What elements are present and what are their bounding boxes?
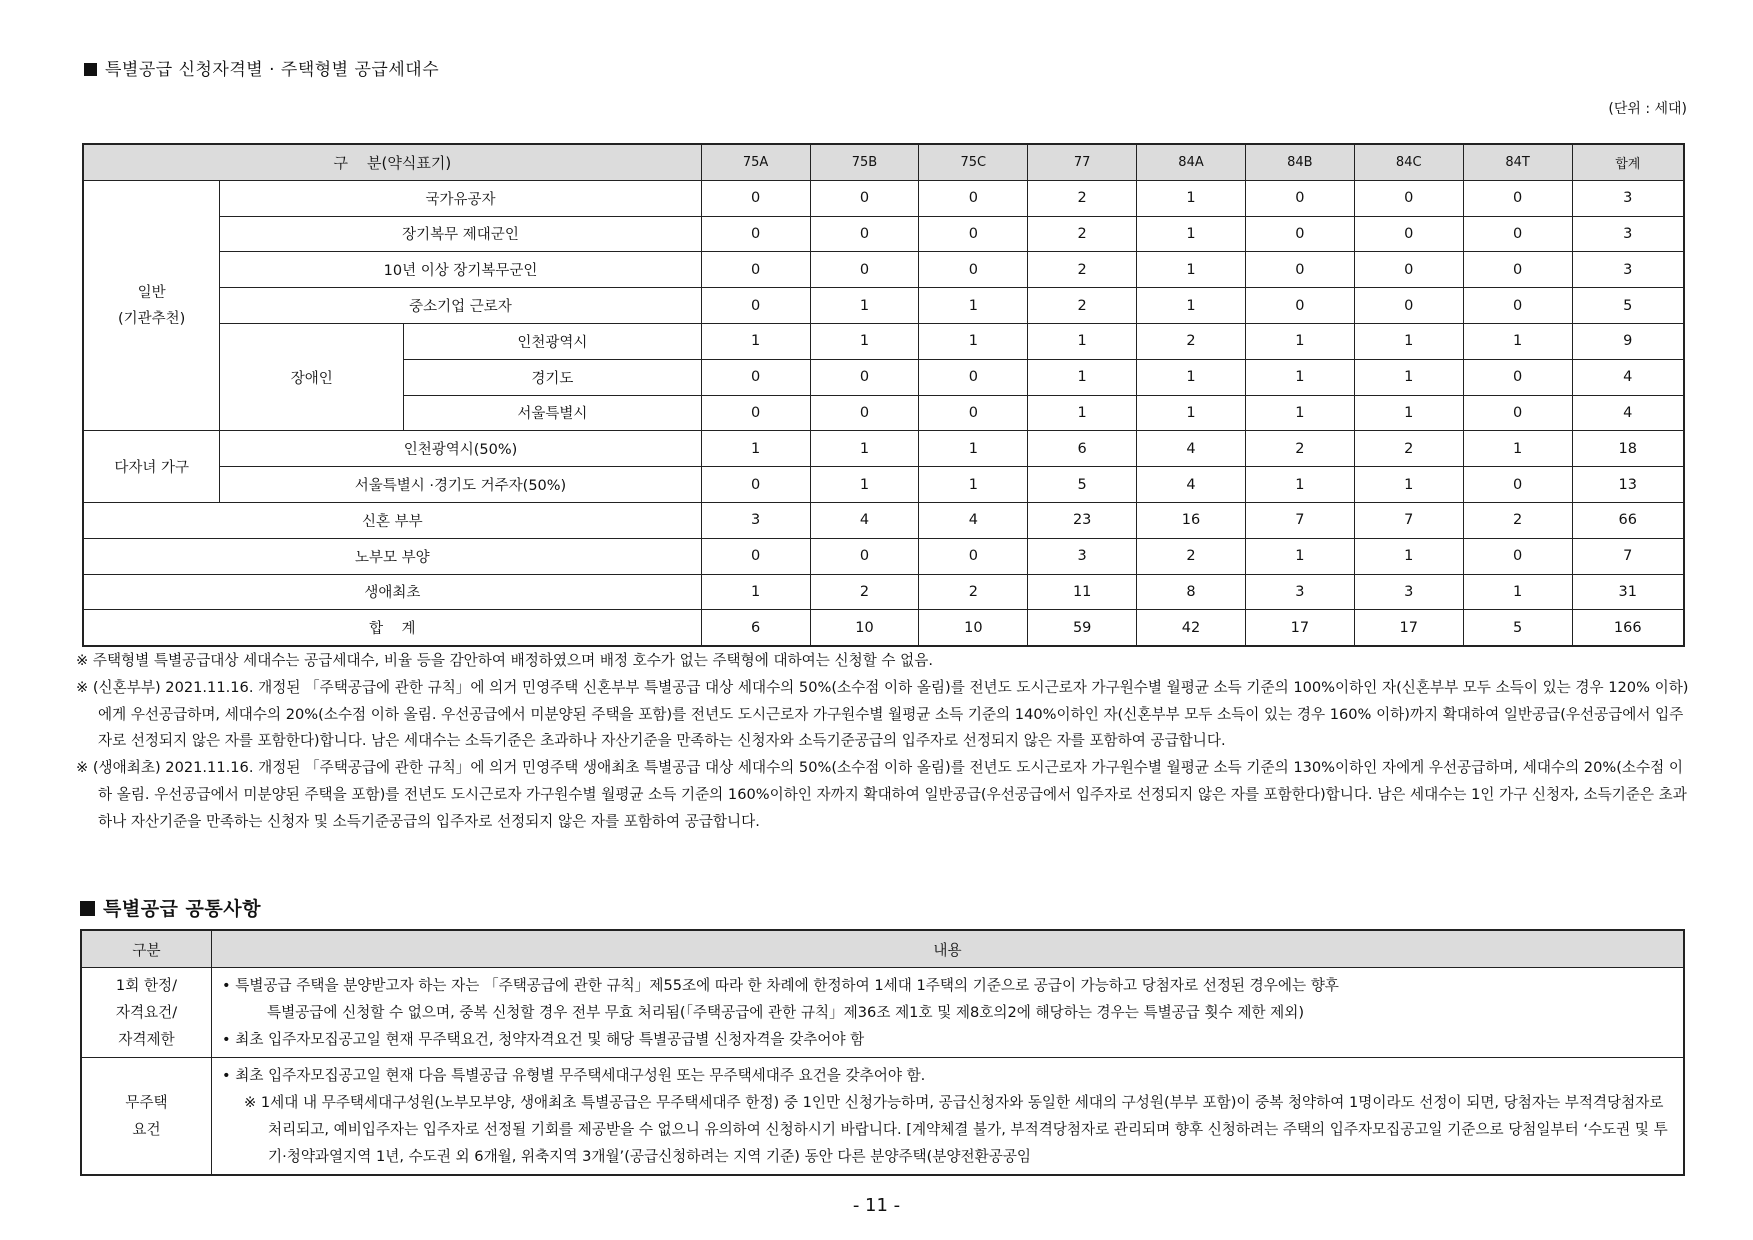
table-header-row — [83, 144, 1684, 180]
cell: 1 — [701, 323, 810, 359]
cell: 2 — [810, 574, 919, 610]
row-label: 인천광역시(50%) — [220, 431, 701, 467]
header-category: 구 분(약식표기) — [83, 144, 701, 180]
cell: 0 — [701, 252, 810, 288]
cell-total: 3 — [1572, 252, 1684, 288]
cell: 0 — [919, 395, 1028, 431]
cell: 23 — [1028, 502, 1137, 538]
table-row — [83, 180, 1684, 216]
table-row — [83, 323, 1684, 359]
cell: 2 — [1028, 216, 1137, 252]
table-row — [83, 574, 1684, 610]
cell: 0 — [1463, 538, 1572, 574]
row-label: 노부모 부양 — [83, 538, 701, 574]
row-label-line: 1회 한정/ — [115, 977, 178, 994]
section1-title — [84, 55, 439, 80]
cell: 1 — [1463, 323, 1572, 359]
note-item: ※ (신혼부부) 2021.11.16. 개정된 「주택공급에 관한 규칙」에 의거 민영주택 신혼부부 특별공급 대상 세대수의 50%(소수점 이하 올림)를 전년도 도시근로자 가구원수별 월평균 소득 기준의 100%이하인 자(신혼부부 모두 소득이 있는 경우 120% 이하)에게 우선공급하며, 세대수의 20%(소수점 이하 올림. 우선공급에서 미분양된 주택을 포함)를 전년도 도시근로자 가구원수별 월평균 소득 기준의 140%이하인 자(신혼부부 모두 소득이 있는 경우 160% 이하)까지 확대하여 일반공급(우선공급에서 입주자로 선정되지 않은 자를 포함한다)합니다. 남은 세대수는 소득기준은 초과하나 자산기준을 만족하는 신청자와 소득기준공급의 입주자로 선정되지 않은 자를 포함하여 공급합니다. — [76, 678, 1689, 750]
header-col: 84A — [1137, 144, 1246, 180]
cell: 0 — [701, 359, 810, 395]
header-content: 내용 — [212, 930, 1685, 968]
table-total-row — [83, 610, 1684, 646]
row-label: 합 계 — [83, 610, 701, 646]
cell: 7 — [1354, 502, 1463, 538]
group-multichild: 다자녀 가구 — [83, 431, 220, 503]
bullet-line: • 최초 입주자모집공고일 현재 다음 특별공급 유형별 무주택세대구성원 또는 무주택세대주 요건을 갖추어야 함. — [222, 1067, 926, 1084]
row-label-line: 자격요건/ — [115, 1004, 178, 1021]
cell: 5 — [1463, 610, 1572, 646]
header-category: 구분 — [81, 930, 212, 968]
table-row — [81, 1058, 1684, 1176]
table-row — [83, 288, 1684, 324]
table-row — [83, 502, 1684, 538]
cell: 1 — [1028, 323, 1137, 359]
cell: 1 — [1245, 538, 1354, 574]
cell: 0 — [1463, 467, 1572, 503]
cell: 1 — [810, 431, 919, 467]
cell: 2 — [919, 574, 1028, 610]
header-col: 84B — [1245, 144, 1354, 180]
cell-total: 7 — [1572, 538, 1684, 574]
cell: 0 — [701, 395, 810, 431]
cell: 2 — [1028, 252, 1137, 288]
cell-total: 13 — [1572, 467, 1684, 503]
cell: 10 — [919, 610, 1028, 646]
cell: 2 — [1245, 431, 1354, 467]
square-bullet-icon — [80, 901, 95, 916]
cell: 1 — [919, 467, 1028, 503]
cell: 1 — [810, 288, 919, 324]
section1-title-text: 특별공급 신청자격별 · 주택형별 공급세대수 — [105, 60, 440, 80]
section2-title-text: 특별공급 공통사항 — [103, 898, 261, 920]
cell: 0 — [1245, 180, 1354, 216]
cell: 1 — [1463, 574, 1572, 610]
cell: 0 — [1463, 395, 1572, 431]
cell: 1 — [1245, 323, 1354, 359]
cell: 0 — [919, 216, 1028, 252]
cell: 0 — [1463, 359, 1572, 395]
cell: 7 — [1245, 502, 1354, 538]
cell: 1 — [1354, 395, 1463, 431]
cell: 1 — [1245, 395, 1354, 431]
row-label — [81, 968, 212, 1058]
cell: 0 — [1463, 216, 1572, 252]
cell: 1 — [919, 288, 1028, 324]
cell-total: 3 — [1572, 216, 1684, 252]
cell: 42 — [1137, 610, 1246, 646]
cell: 0 — [701, 467, 810, 503]
cell: 2 — [1354, 431, 1463, 467]
row-label: 서울특별시 — [404, 395, 702, 431]
notes-block — [76, 648, 1696, 836]
cell: 10 — [810, 610, 919, 646]
row-label: 10년 이상 장기복무군인 — [220, 252, 701, 288]
row-label-line: 요건 — [132, 1121, 161, 1138]
cell: 0 — [919, 180, 1028, 216]
cell: 16 — [1137, 502, 1246, 538]
cell: 0 — [701, 216, 810, 252]
row-label: 경기도 — [404, 359, 702, 395]
group-general-line1: 일반 — [137, 284, 166, 301]
cell: 3 — [1028, 538, 1137, 574]
cell: 11 — [1028, 574, 1137, 610]
table-row — [83, 431, 1684, 467]
common-rules-table — [80, 929, 1685, 1176]
row-label-line: 무주택 — [125, 1094, 168, 1111]
cell: 2 — [1028, 288, 1137, 324]
cell: 0 — [1245, 288, 1354, 324]
row-label — [81, 1058, 212, 1176]
cell: 0 — [701, 538, 810, 574]
cell-total: 3 — [1572, 180, 1684, 216]
row-content — [212, 1058, 1685, 1176]
cell: 0 — [1245, 252, 1354, 288]
cell: 1 — [1354, 538, 1463, 574]
note-line: ※ 1세대 내 무주택세대구성원(노부모부양, 생애최초 특별공급은 무주택세대주 한정) 중 1인만 신청가능하며, 공급신청자와 동일한 세대의 구성원(부부 포함)이 중복 청약하여 1명이라도 선정이 되면, 당첨자는 부적격당첨자로 처리되고, 예비입주자는 입주자로 선정될 기회를 제공받을 수 없으니 유의하여 신청하시기 바랍니다. [계약체결 불가, 부적격당첨자로 관리되며 향후 신청하려는 주택의 입주자모집공고일 기준으로 당첨일부터 ‘수도권 및 투기·청약과열지역 1년, 수도권 외 6개월, 위축지역 3개월’(공급신청하려는 지역 기준) 동안 다른 분양주택(분양전환공공임 — [244, 1094, 1668, 1165]
row-label: 생애최초 — [83, 574, 701, 610]
square-bullet-icon — [84, 63, 97, 76]
header-col: 75C — [919, 144, 1028, 180]
unit-label: (단위 : 세대) — [1608, 101, 1687, 117]
cell: 1 — [1354, 323, 1463, 359]
header-col: 75A — [701, 144, 810, 180]
cell: 0 — [810, 395, 919, 431]
cell-total: 9 — [1572, 323, 1684, 359]
cell: 1 — [919, 431, 1028, 467]
table-row — [81, 968, 1684, 1058]
cell: 1 — [1137, 252, 1246, 288]
cell: 0 — [1463, 252, 1572, 288]
group-general-line2: (기관추천) — [117, 310, 186, 327]
cell: 1 — [1028, 359, 1137, 395]
cell: 0 — [701, 288, 810, 324]
cell: 1 — [810, 467, 919, 503]
table-row — [83, 538, 1684, 574]
cell: 17 — [1354, 610, 1463, 646]
cell-total: 4 — [1572, 395, 1684, 431]
row-label: 신혼 부부 — [83, 502, 701, 538]
cell: 1 — [701, 574, 810, 610]
cell-total: 166 — [1572, 610, 1684, 646]
page-number: - 11 - — [852, 1195, 901, 1216]
cell: 6 — [701, 610, 810, 646]
cell: 5 — [1028, 467, 1137, 503]
cell-total: 66 — [1572, 502, 1684, 538]
cell: 4 — [1137, 467, 1246, 503]
cell: 0 — [919, 538, 1028, 574]
cell: 0 — [1354, 288, 1463, 324]
cell: 1 — [1354, 359, 1463, 395]
cell: 1 — [1137, 180, 1246, 216]
note-item: ※ (생애최초) 2021.11.16. 개정된 「주택공급에 관한 규칙」에 의거 민영주택 생애최초 특별공급 대상 세대수의 50%(소수점 이하 올림)를 전년도 도시근로자 가구원수별 월평균 소득 기준의 130%이하인 자에게 우선공급하며, 세대수의 20%(소수점 이하 올림. 우선공급에서 미분양된 주택을 포함)를 전년도 도시근로자 가구원수별 월평균 소득 기준의 160%이하인 자까지 확대하여 일반공급(우선공급에서 입주자로 선정되지 않은 자를 포함한다)합니다. 남은 세대수는 1인 가구 신청자, 소득기준은 초과하나 자산기준을 만족하는 신청자 및 소득기준공급의 입주자로 선정되지 않은 자를 포함하여 공급합니다. — [76, 759, 1687, 830]
cell: 59 — [1028, 610, 1137, 646]
cell: 1 — [701, 431, 810, 467]
cell: 2 — [1463, 502, 1572, 538]
cell: 3 — [1354, 574, 1463, 610]
group-disabled: 장애인 — [220, 323, 404, 430]
cell-total: 18 — [1572, 431, 1684, 467]
table-header-row — [81, 930, 1684, 968]
row-label: 장기복무 제대군인 — [220, 216, 701, 252]
table-row — [83, 467, 1684, 503]
cell-total: 31 — [1572, 574, 1684, 610]
cell: 1 — [810, 323, 919, 359]
cell: 0 — [919, 252, 1028, 288]
cell: 0 — [1354, 180, 1463, 216]
bullet-line-cont: 특별공급에 신청할 수 없으며, 중복 신청할 경우 전부 무효 처리됨(「주택공급에 관한 규칙」제36조 제1호 및 제8호의2에 해당하는 경우는 특별공급 횟수 제한 제외) — [267, 1004, 1305, 1021]
table-row — [83, 252, 1684, 288]
cell: 0 — [810, 359, 919, 395]
cell: 17 — [1245, 610, 1354, 646]
cell: 1 — [1137, 359, 1246, 395]
section2-title — [80, 894, 261, 921]
header-col-total: 합계 — [1572, 144, 1684, 180]
cell-total: 5 — [1572, 288, 1684, 324]
cell: 4 — [1137, 431, 1246, 467]
row-label: 국가유공자 — [220, 180, 701, 216]
cell: 1 — [1245, 467, 1354, 503]
cell: 0 — [701, 180, 810, 216]
cell: 1 — [1463, 431, 1572, 467]
cell-total: 4 — [1572, 359, 1684, 395]
table-row — [83, 216, 1684, 252]
row-label: 인천광역시 — [404, 323, 702, 359]
row-label: 중소기업 근로자 — [220, 288, 701, 324]
group-general — [83, 180, 220, 431]
header-col: 77 — [1028, 144, 1137, 180]
cell: 0 — [1463, 180, 1572, 216]
cell: 0 — [1354, 252, 1463, 288]
cell: 1 — [1028, 395, 1137, 431]
cell: 6 — [1028, 431, 1137, 467]
bullet-line: • 특별공급 주택을 분양받고자 하는 자는 「주택공급에 관한 규칙」제55조에 따라 한 차례에 한정하여 1세대 1주택의 기준으로 공급이 가능하고 당첨자로 선정된 경우에는 향후 — [222, 977, 1339, 994]
cell: 4 — [810, 502, 919, 538]
cell: 0 — [1354, 216, 1463, 252]
row-label: 서울특별시 ·경기도 거주자(50%) — [220, 467, 701, 503]
cell: 1 — [1245, 359, 1354, 395]
row-label-line: 자격제한 — [118, 1031, 175, 1048]
cell: 1 — [1354, 467, 1463, 503]
cell: 0 — [1245, 216, 1354, 252]
cell: 0 — [919, 359, 1028, 395]
cell: 0 — [810, 252, 919, 288]
row-content — [212, 968, 1685, 1058]
cell: 0 — [810, 180, 919, 216]
cell: 8 — [1137, 574, 1246, 610]
header-col: 84C — [1354, 144, 1463, 180]
supply-count-table — [82, 143, 1685, 647]
cell: 1 — [1137, 288, 1246, 324]
bullet-line: • 최초 입주자모집공고일 현재 무주택요건, 청약자격요건 및 해당 특별공급별 신청자격을 갖추어야 함 — [222, 1031, 865, 1048]
cell: 0 — [810, 216, 919, 252]
cell: 3 — [1245, 574, 1354, 610]
cell: 2 — [1137, 538, 1246, 574]
cell: 1 — [1137, 395, 1246, 431]
cell: 4 — [919, 502, 1028, 538]
cell: 0 — [810, 538, 919, 574]
cell: 1 — [1137, 216, 1246, 252]
header-col: 75B — [810, 144, 919, 180]
cell: 3 — [701, 502, 810, 538]
note-item: ※ 주택형별 특별공급대상 세대수는 공급세대수, 비율 등을 감안하여 배정하였으며 배정 호수가 없는 주택형에 대하여는 신청할 수 없음. — [76, 652, 934, 669]
cell: 0 — [1463, 288, 1572, 324]
header-col: 84T — [1463, 144, 1572, 180]
cell: 1 — [919, 323, 1028, 359]
cell: 2 — [1028, 180, 1137, 216]
cell: 2 — [1137, 323, 1246, 359]
